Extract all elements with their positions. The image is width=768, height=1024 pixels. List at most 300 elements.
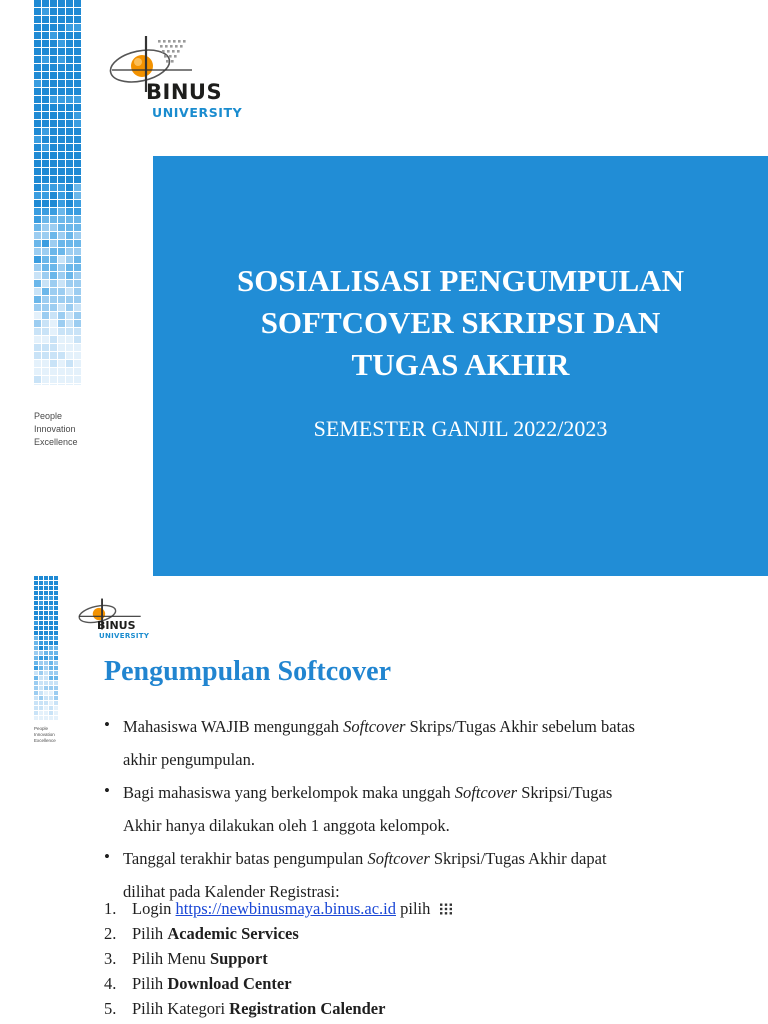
mosaic-tile: [50, 352, 57, 359]
mosaic-tile: [34, 646, 38, 650]
mosaic-tile: [44, 671, 48, 675]
mosaic-tile: [58, 160, 65, 167]
bullet-text: Skripsi/Tugas: [517, 783, 613, 802]
mosaic-tile: [66, 200, 73, 207]
mosaic-tile: [58, 96, 65, 103]
mosaic-tile: [49, 671, 53, 675]
mosaic-tile: [44, 701, 48, 705]
mosaic-tile: [74, 112, 81, 119]
mosaic-tile: [66, 320, 73, 327]
bullet-item: [104, 710, 704, 776]
mosaic-tile: [42, 360, 49, 367]
mosaic-tile: [44, 686, 48, 690]
mosaic-tile: [74, 232, 81, 239]
content-slide: [0, 576, 768, 1024]
mosaic-tile: [50, 232, 57, 239]
logo-dot: [172, 50, 175, 53]
mosaic-tile: [74, 96, 81, 103]
mosaic-tile: [49, 581, 53, 585]
mosaic-tile: [34, 671, 38, 675]
mosaic-tile: [50, 16, 57, 23]
mosaic-tile: [58, 232, 65, 239]
mosaic-tile: [49, 596, 53, 600]
mosaic-tile: [34, 88, 41, 95]
mosaic-tile: [74, 304, 81, 311]
mosaic-tile: [58, 208, 65, 215]
mosaic-tile: [42, 152, 49, 159]
mosaic-tile: [54, 656, 58, 660]
mosaic-tile: [34, 586, 38, 590]
mosaic-tile: [42, 240, 49, 247]
mosaic-tile: [42, 128, 49, 135]
mosaic-tile: [34, 651, 38, 655]
mosaic-tile: [50, 344, 57, 351]
mosaic-tile: [58, 104, 65, 111]
mosaic-tile: [66, 16, 73, 23]
mosaic-tile: [39, 661, 43, 665]
logo-wordmark: BINUS: [146, 80, 223, 104]
mosaic-tile: [66, 216, 73, 223]
mosaic-tile: [42, 368, 49, 375]
mosaic-tile: [39, 716, 43, 720]
mosaic-tile: [54, 661, 58, 665]
mosaic-tile: [34, 611, 38, 615]
mosaic-tile: [34, 336, 41, 343]
mosaic-tile: [39, 626, 43, 630]
mosaic-tile: [44, 681, 48, 685]
tagline-line: Excellence: [34, 437, 78, 447]
mosaic-tile: [58, 72, 65, 79]
bullet-text: Akhir hanya dilakukan oleh 1 anggota kelompok.: [123, 816, 450, 835]
mosaic-tile: [34, 264, 41, 271]
mosaic-tile: [66, 376, 73, 383]
mosaic-tile: [49, 666, 53, 670]
mosaic-tile: [58, 360, 65, 367]
mosaic-tile: [54, 591, 58, 595]
step-number: 2.: [104, 924, 117, 943]
mosaic-tile: [49, 586, 53, 590]
mosaic-tile: [49, 591, 53, 595]
mosaic-tile: [44, 696, 48, 700]
mosaic-tile: [39, 706, 43, 710]
mosaic-tile: [34, 24, 41, 31]
mosaic-tile: [42, 224, 49, 231]
decorative-mosaic-strip: [34, 0, 82, 385]
mosaic-tile: [34, 716, 38, 720]
logo-dot: [158, 40, 161, 43]
mosaic-tile: [50, 264, 57, 271]
mosaic-tile: [42, 208, 49, 215]
mosaic-tile: [54, 621, 58, 625]
mosaic-tile: [54, 671, 58, 675]
mosaic-tile: [50, 104, 57, 111]
mosaic-tile: [34, 200, 41, 207]
mosaic-tile: [39, 606, 43, 610]
tagline-line: Excellence: [34, 738, 56, 743]
mosaic-tile: [39, 666, 43, 670]
mosaic-tile: [34, 80, 41, 87]
mosaic-tile: [42, 264, 49, 271]
mosaic-tile: [66, 0, 73, 7]
apps-grid-icon: [439, 903, 453, 915]
mosaic-tile: [74, 136, 81, 143]
mosaic-tile: [42, 296, 49, 303]
mosaic-tile: [74, 104, 81, 111]
mosaic-tile: [42, 384, 49, 385]
mosaic-tile: [50, 248, 57, 255]
mosaic-tile: [44, 621, 48, 625]
mosaic-tile: [66, 168, 73, 175]
step-item: [104, 971, 704, 996]
mosaic-tile: [54, 586, 58, 590]
step-item: [104, 946, 704, 971]
mosaic-tile: [42, 320, 49, 327]
step-number: 3.: [104, 949, 117, 968]
mosaic-tile: [34, 256, 41, 263]
mosaic-tile: [34, 591, 38, 595]
mosaic-tile: [50, 216, 57, 223]
mosaic-tile: [66, 328, 73, 335]
mosaic-tile: [66, 360, 73, 367]
mosaic-tile: [44, 641, 48, 645]
mosaic-tile: [42, 232, 49, 239]
mosaic-tile: [66, 120, 73, 127]
mosaic-tile: [39, 711, 43, 715]
logo-dot: [178, 40, 181, 43]
mosaic-tile: [74, 272, 81, 279]
mosaic-tile: [54, 641, 58, 645]
title-panel: [153, 156, 768, 576]
mosaic-tile: [74, 56, 81, 63]
bullet-text: Mahasiswa WAJIB mengunggah: [123, 717, 344, 736]
mosaic-tile: [34, 48, 41, 55]
mosaic-tile: [58, 88, 65, 95]
mosaic-tile: [58, 56, 65, 63]
mosaic-tile: [34, 176, 41, 183]
mosaic-tile: [34, 104, 41, 111]
mosaic-tile: [42, 160, 49, 167]
mosaic-tile: [44, 616, 48, 620]
mosaic-tile: [44, 586, 48, 590]
mosaic-tile: [34, 160, 41, 167]
mosaic-tile: [58, 272, 65, 279]
mosaic-tile: [49, 611, 53, 615]
mosaic-tile: [74, 176, 81, 183]
mosaic-tile: [44, 581, 48, 585]
logo-subtitle: UNIVERSITY: [152, 105, 243, 120]
mosaic-tile: [74, 312, 81, 319]
mosaic-tile: [58, 320, 65, 327]
mosaic-tile: [66, 72, 73, 79]
logo-dot: [171, 60, 174, 63]
mosaic-tile: [50, 40, 57, 47]
mosaic-tile: [50, 56, 57, 63]
mosaic-tile: [50, 184, 57, 191]
logo-dot: [166, 60, 169, 63]
mosaic-tile: [42, 80, 49, 87]
logo-dot: [177, 50, 180, 53]
mosaic-tile: [58, 336, 65, 343]
mosaic-tile: [39, 576, 43, 580]
mosaic-tile: [44, 596, 48, 600]
mosaic-tile: [34, 328, 41, 335]
mosaic-tile: [58, 312, 65, 319]
mosaic-tile: [49, 631, 53, 635]
step-item: [104, 896, 704, 921]
mosaic-tile: [74, 32, 81, 39]
slide-title-line: SOSIALISASI PENGUMPULAN: [236, 263, 684, 298]
mosaic-tile: [50, 0, 57, 7]
mosaic-tile: [44, 661, 48, 665]
newbinusmaya-link[interactable]: https://newbinusmaya.binus.ac.id: [175, 899, 396, 918]
mosaic-tile: [42, 288, 49, 295]
mosaic-tile: [58, 296, 65, 303]
mosaic-tile: [58, 128, 65, 135]
step-text: Pilih: [132, 924, 168, 943]
mosaic-tile: [54, 576, 58, 580]
mosaic-tile: [34, 40, 41, 47]
mosaic-tile: [58, 368, 65, 375]
mosaic-tile: [74, 120, 81, 127]
mosaic-tile: [50, 96, 57, 103]
mosaic-tile: [42, 176, 49, 183]
logo-dot: [175, 45, 178, 48]
mosaic-tile: [49, 676, 53, 680]
mosaic-tile: [42, 352, 49, 359]
mosaic-tile: [66, 96, 73, 103]
mosaic-tile: [66, 32, 73, 39]
mosaic-tile: [50, 240, 57, 247]
mosaic-tile: [34, 656, 38, 660]
mosaic-tile: [74, 208, 81, 215]
mosaic-tile: [58, 8, 65, 15]
step-item: [104, 921, 704, 946]
mosaic-tile: [66, 304, 73, 311]
mosaic-tile: [34, 64, 41, 71]
mosaic-tile: [54, 631, 58, 635]
mosaic-tile: [66, 256, 73, 263]
mosaic-tile: [58, 40, 65, 47]
mosaic-tile: [34, 216, 41, 223]
mosaic-tile: [49, 636, 53, 640]
mosaic-tile: [42, 248, 49, 255]
mosaic-tile: [74, 368, 81, 375]
mosaic-tile: [44, 626, 48, 630]
step-bold-text: Download Center: [167, 974, 292, 993]
mosaic-tile: [39, 591, 43, 595]
mosaic-tile: [42, 256, 49, 263]
mosaic-tile: [34, 272, 41, 279]
mosaic-tile: [58, 280, 65, 287]
mosaic-tile: [49, 661, 53, 665]
mosaic-tile: [50, 8, 57, 15]
mosaic-tile: [44, 591, 48, 595]
mosaic-tile: [50, 144, 57, 151]
mosaic-tile: [66, 160, 73, 167]
step-text: Pilih: [132, 974, 168, 993]
mosaic-tile: [66, 384, 73, 385]
mosaic-tile: [50, 120, 57, 127]
steps-list: [104, 896, 704, 1021]
mosaic-tile: [58, 64, 65, 71]
mosaic-tile: [74, 168, 81, 175]
mosaic-tile: [74, 72, 81, 79]
slide-title: [153, 260, 768, 386]
mosaic-tile: [39, 631, 43, 635]
mosaic-tile: [49, 711, 53, 715]
mosaic-tile: [58, 376, 65, 383]
mosaic-tile: [74, 152, 81, 159]
mosaic-tile: [49, 716, 53, 720]
mosaic-tile: [50, 328, 57, 335]
step-item: [104, 996, 704, 1021]
bullet-text: dilihat pada Kalender Registrasi:: [123, 882, 340, 901]
mosaic-tile: [74, 48, 81, 55]
mosaic-tile: [34, 606, 38, 610]
tagline-line: Innovation: [34, 732, 55, 737]
mosaic-tile: [50, 256, 57, 263]
mosaic-tile: [74, 24, 81, 31]
mosaic-tile: [58, 80, 65, 87]
mosaic-tile: [49, 616, 53, 620]
mosaic-tile: [54, 696, 58, 700]
mosaic-tile: [74, 216, 81, 223]
mosaic-tile: [49, 656, 53, 660]
mosaic-tile: [66, 248, 73, 255]
mosaic-tile: [34, 120, 41, 127]
mosaic-tile: [44, 711, 48, 715]
mosaic-tile: [74, 264, 81, 271]
mosaic-tile: [66, 288, 73, 295]
step-text: Login: [132, 899, 176, 918]
mosaic-tile: [66, 48, 73, 55]
mosaic-tile: [58, 144, 65, 151]
mosaic-tile: [54, 711, 58, 715]
mosaic-tile: [74, 80, 81, 87]
bullet-item: [104, 776, 704, 842]
mosaic-tile: [44, 606, 48, 610]
mosaic-tile: [58, 136, 65, 143]
mosaic-tile: [66, 80, 73, 87]
mosaic-tile: [34, 686, 38, 690]
mosaic-tile: [50, 136, 57, 143]
mosaic-tile: [74, 184, 81, 191]
mosaic-tile: [66, 176, 73, 183]
logo-dot: [170, 45, 173, 48]
mosaic-tile: [74, 240, 81, 247]
mosaic-tile: [42, 168, 49, 175]
mosaic-tile: [50, 368, 57, 375]
mosaic-tile: [39, 681, 43, 685]
mosaic-tile: [58, 248, 65, 255]
mosaic-tile: [50, 112, 57, 119]
mosaic-tile: [42, 200, 49, 207]
mosaic-tile: [54, 681, 58, 685]
mosaic-tile: [66, 264, 73, 271]
bullet-text: Tanggal terakhir batas pengumpulan: [123, 849, 368, 868]
logo-dot: [169, 55, 172, 58]
mosaic-tile: [58, 0, 65, 7]
mosaic-tile: [42, 304, 49, 311]
mosaic-tile: [66, 240, 73, 247]
mosaic-tile: [66, 56, 73, 63]
mosaic-tile: [34, 304, 41, 311]
mosaic-tile: [66, 232, 73, 239]
mosaic-tile: [54, 596, 58, 600]
mosaic-tile: [39, 691, 43, 695]
mosaic-tile: [66, 192, 73, 199]
mosaic-tile: [49, 706, 53, 710]
mosaic-tile: [58, 192, 65, 199]
mosaic-tile: [54, 636, 58, 640]
mosaic-tile: [54, 616, 58, 620]
mosaic-tile: [74, 192, 81, 199]
bullet-text: akhir pengumpulan.: [123, 750, 255, 769]
mosaic-tile: [54, 646, 58, 650]
mosaic-tile: [42, 280, 49, 287]
mosaic-tile: [44, 716, 48, 720]
mosaic-tile: [34, 581, 38, 585]
mosaic-tile: [58, 16, 65, 23]
mosaic-tile: [39, 616, 43, 620]
step-number: 5.: [104, 999, 117, 1018]
mosaic-tile: [44, 706, 48, 710]
mosaic-tile: [58, 384, 65, 385]
mosaic-tile: [50, 24, 57, 31]
mosaic-tile: [54, 666, 58, 670]
mosaic-tile: [42, 184, 49, 191]
mosaic-tile: [66, 296, 73, 303]
mosaic-tile: [44, 631, 48, 635]
mosaic-tile: [42, 312, 49, 319]
mosaic-tile: [50, 360, 57, 367]
mosaic-tile: [50, 280, 57, 287]
mosaic-tile: [58, 32, 65, 39]
mosaic-tile: [50, 168, 57, 175]
mosaic-tile: [74, 160, 81, 167]
mosaic-tile: [42, 216, 49, 223]
mosaic-tile: [66, 88, 73, 95]
logo-dot: [183, 40, 186, 43]
mosaic-tile: [50, 128, 57, 135]
mosaic-tile: [42, 120, 49, 127]
mosaic-tile: [42, 24, 49, 31]
mosaic-tile: [34, 144, 41, 151]
mosaic-tile: [39, 586, 43, 590]
mosaic-tile: [66, 40, 73, 47]
mosaic-tile: [74, 288, 81, 295]
mosaic-tile: [44, 666, 48, 670]
mosaic-tile: [39, 636, 43, 640]
mosaic-tile: [50, 72, 57, 79]
mosaic-tile: [50, 384, 57, 385]
mosaic-tile: [54, 651, 58, 655]
mosaic-tile: [34, 232, 41, 239]
mosaic-tile: [50, 88, 57, 95]
mosaic-tile: [50, 272, 57, 279]
mosaic-tile: [42, 104, 49, 111]
slide-title-line: SOFTCOVER SKRIPSI DAN: [260, 305, 661, 340]
mosaic-tile: [42, 376, 49, 383]
mosaic-tile: [74, 296, 81, 303]
mosaic-tile: [58, 304, 65, 311]
mosaic-tile: [49, 696, 53, 700]
mosaic-tile: [58, 344, 65, 351]
step-text: Pilih Kategori: [132, 999, 230, 1018]
mosaic-tile: [54, 686, 58, 690]
logo-dot: [165, 45, 168, 48]
mosaic-tile: [34, 8, 41, 15]
